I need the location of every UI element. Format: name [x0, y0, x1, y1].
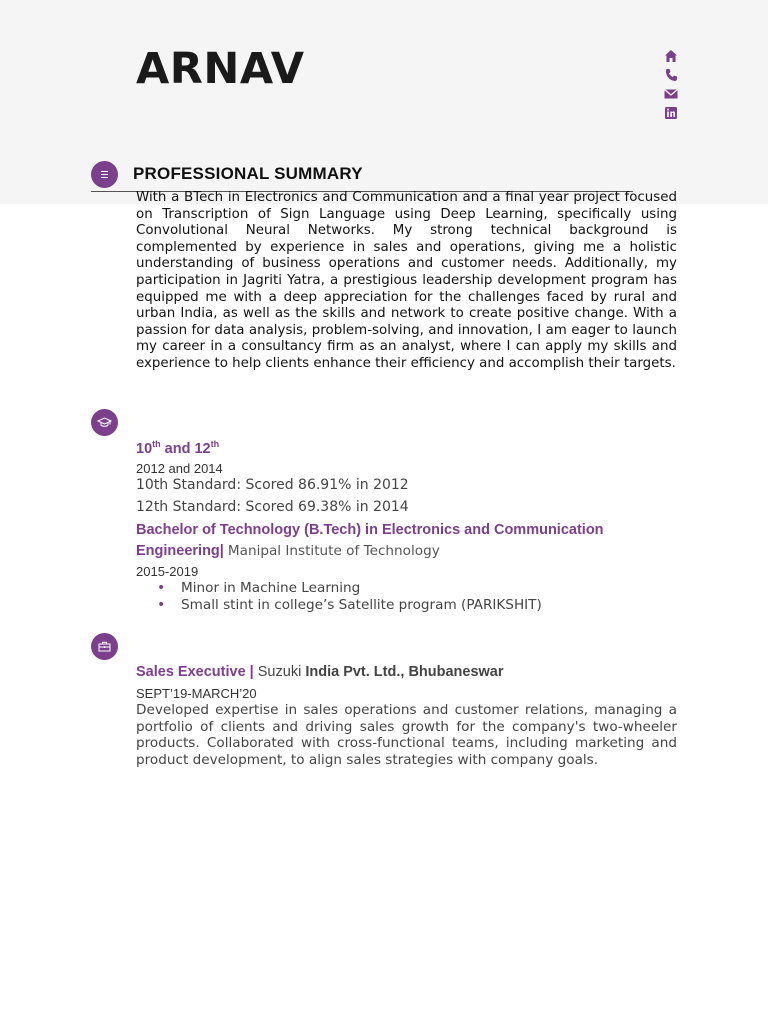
list-item: • Small stint in college’s Satellite program (PARIKSHIT) — [157, 597, 542, 613]
college-highlights — [136, 580, 542, 614]
email-icon[interactable] — [663, 87, 679, 101]
college-heading: Bachelor of Technology (B.Tech) in Electronics and Communication Engineering| Manipal Institute of Technology — [136, 522, 604, 559]
summary-section-icon — [91, 161, 118, 188]
bullet-icon: • — [157, 580, 166, 596]
school-heading: 10th and 12th — [136, 439, 220, 457]
school-result-10th: 10th Standard: Scored 86.91% in 2012 — [136, 477, 409, 493]
graduation-cap-icon — [97, 417, 112, 428]
contact-icons — [663, 49, 679, 125]
section-title-summary: PROFESSIONAL SUMMARY — [133, 164, 363, 183]
home-icon[interactable] — [663, 49, 679, 63]
school-result-12th: 12th Standard: Scored 69.38% in 2014 — [136, 499, 409, 515]
list-icon — [99, 170, 110, 179]
summary-text: With a BTech in Electronics and Communication and a final year project focused on Transcription of Sign Language using Deep Learning, specifically using Convolutional Neural Networks. My strong technical background is complemented by experience in sales and operations, giving me a holistic understanding of business operations and customer needs. Additionally, my participation in Jagriti Yatra, a prestigious leadership development program has equipped me with a deep appreciation for the challenges faced by rural and urban India, as well as the skills and network to create positive change. With a passion for data analysis, problem-solving, and innovation, I am eager to launch my career in a consultancy firm as an analyst, where I can apply my skills and experience to help clients enhance their efficiency and accomplish their targets. — [136, 190, 677, 371]
bullet-icon: • — [157, 597, 166, 613]
college-dates: 2015-2019 — [136, 564, 199, 579]
briefcase-icon — [98, 641, 111, 652]
phone-icon[interactable] — [663, 68, 679, 82]
linkedin-icon[interactable] — [663, 106, 679, 120]
list-item: • Minor in Machine Learning — [157, 580, 361, 596]
experience-section-icon — [91, 633, 118, 660]
job-dates: SEPT’19-MARCH’20 — [136, 686, 257, 701]
education-section-icon — [91, 409, 118, 436]
job-description: Developed expertise in sales operations and customer relations, managing a portfolio of clients and driving sales growth for the company's two-wheeler products. Collaborated with cross-functional teams, including marketing and product development, to align sales strategies with company goals. — [136, 702, 677, 768]
job-heading: Sales Executive | Suzuki India Pvt. Ltd., Bhubaneswar — [136, 664, 504, 680]
school-dates: 2012 and 2014 — [136, 461, 223, 476]
candidate-name: ARNAV — [136, 44, 305, 94]
